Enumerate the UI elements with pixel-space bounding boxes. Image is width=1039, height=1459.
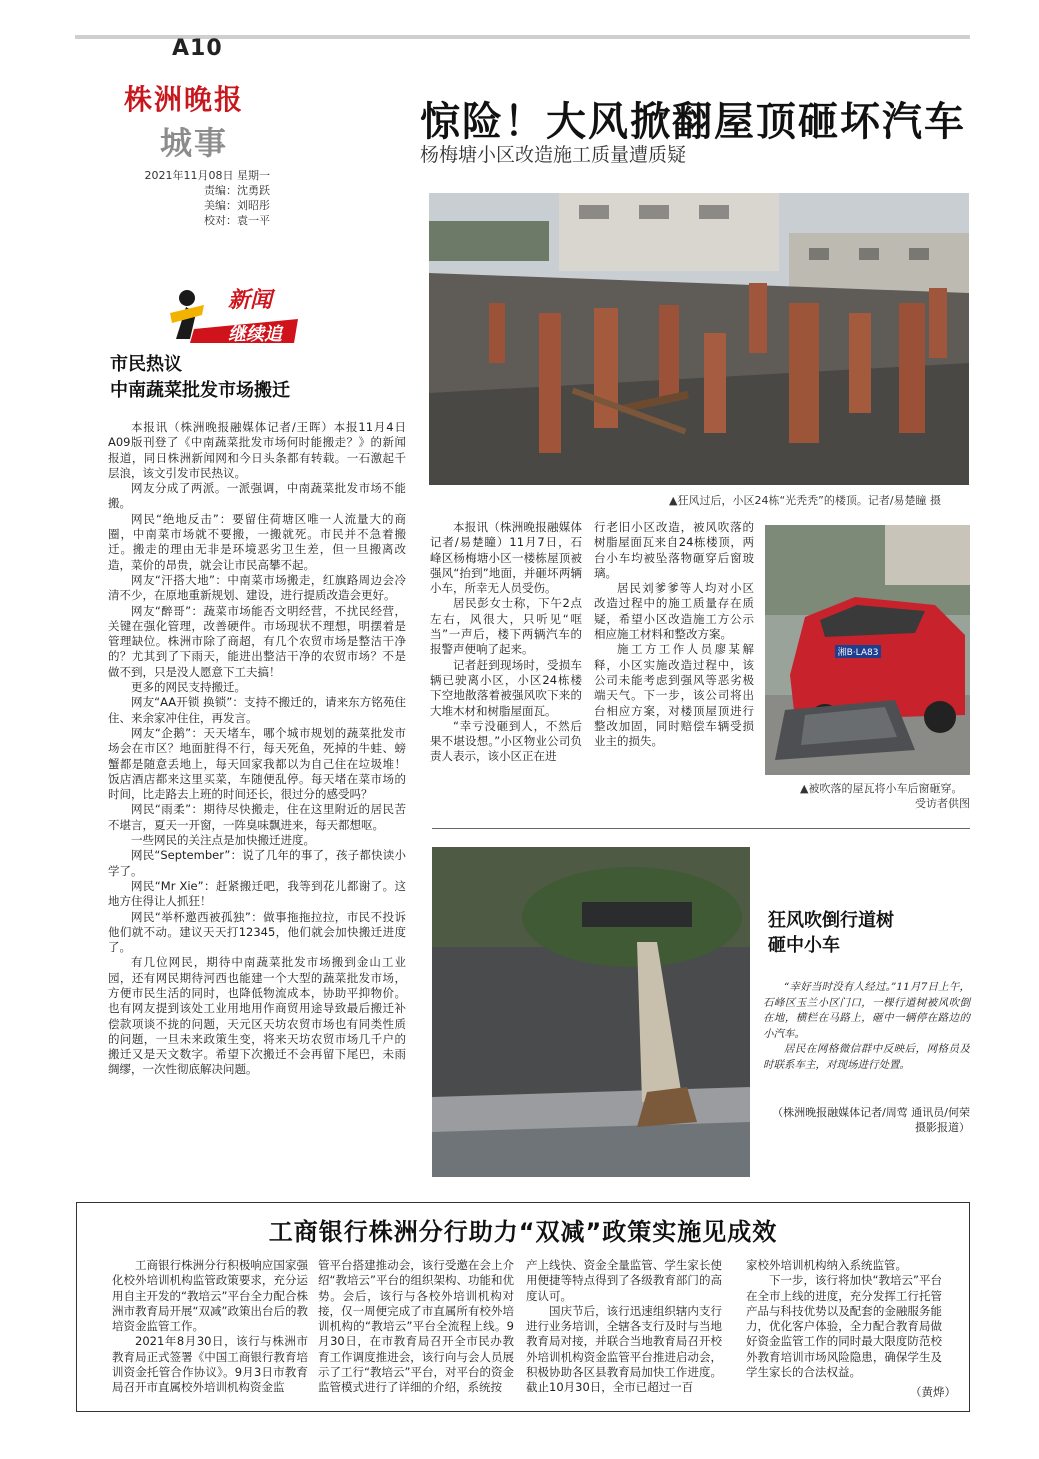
news-follow-badge xyxy=(170,283,300,345)
badge-text-1: 新闻 xyxy=(228,288,273,313)
car-caption: ▲被吹落的屋瓦将小车后窗砸穿。 xyxy=(800,782,963,795)
fallen-tree-photo xyxy=(432,847,750,1177)
market-title-line2: 中南蔬菜批发市场搬迁 xyxy=(110,380,290,401)
market-title xyxy=(110,352,290,404)
bank-column-4 xyxy=(746,1258,942,1383)
bank-column-2 xyxy=(318,1258,514,1406)
tree-story-text xyxy=(763,980,970,1073)
bank-paragraph: 国庆节后，该行迅速组织辖内支行进行业务培训，全辖各支行及时与当地教育局对接，并联合当地教育局召开校外培训机构资金监管平台推进启动会，积极协助各区县教育局加快工作进度。截止10月30日，全市已超过一百 xyxy=(526,1303,722,1395)
market-article xyxy=(108,420,406,1160)
roof-paragraph: 施工方工作人员廖某解释，小区实施改造过程中，该公司未能考虑到强风等恶劣极端天气。下一步，该公司将出台相应方案，对楼顶屋顶进行整改加固，同时赔偿车辆受损业主的损失。 xyxy=(594,642,754,749)
market-paragraph: 网友分成了两派。一派强调，中南蔬菜批发市场不能搬。 xyxy=(108,481,406,511)
car-photo-credit: 受访者供图 xyxy=(915,797,970,810)
masthead-logo: 株洲晚报 xyxy=(124,83,245,116)
market-paragraph: 网民“绝地反击”：要留住荷塘区唯一人流量大的商圈，中南菜市场就不要搬，一搬就死。市民并不急着搬迁。搬走的理由无非是环境恶劣卫生差，但一旦搬离改造，菜价的昂贵，就会让市民高攀不起。 xyxy=(108,511,406,572)
meta-editor: 责编：沈勇跃 xyxy=(204,184,270,197)
badge-text-2: 继续追 xyxy=(228,324,282,345)
section-title: 城事 xyxy=(160,124,229,162)
roof-article-col1 xyxy=(430,520,582,820)
rooftop-photo xyxy=(429,193,969,485)
bank-column-3 xyxy=(526,1258,722,1406)
damaged-car-photo xyxy=(765,525,970,775)
rooftop-caption: ▲狂风过后，小区24栋“光秃秃”的楼顶。记者/易楚瞳 摄 xyxy=(669,494,942,507)
tree-story-title xyxy=(768,908,894,958)
market-paragraph: 本报讯（株洲晚报融媒体记者/王晖）本报11月4日A09版刊登了《中南蔬菜批发市场何时能搬走？》的新闻报道，同日株洲新闻网和今日头条都有转载。一石激起千层浪，该文引发市民热议。 xyxy=(108,420,406,480)
tree-title-line2: 砸中小车 xyxy=(768,935,840,956)
roof-paragraph: 记者赶到现场时，受损车辆已驶离小区，小区24栋楼下空地散落着被强风吹下来的大堆木材和树脂屋面瓦。 xyxy=(430,657,582,718)
bank-paragraph: 产上线快、资金全量监管、学生家长使用便捷等特点得到了各级教育部门的高度认可。 xyxy=(526,1258,722,1303)
bank-paragraph: 2021年8月30日，该行与株洲市教育局正式签署《中国工商银行教育培训资金托管合作协议》。9月3日市教育局召开市直属校外培训机构资金监 xyxy=(112,1334,308,1395)
market-paragraph: 一些网民的关注点是加快搬迁进度。 xyxy=(131,833,315,848)
roof-article-col2 xyxy=(594,520,754,780)
tree-title-line1: 狂风吹倒行道树 xyxy=(768,910,894,931)
tree-story-credit: （株洲晚报融媒体记者/周莺 通讯员/何荣 摄影报道） xyxy=(772,1106,970,1134)
main-headline: 惊险！大风掀翻屋顶砸坏汽车 xyxy=(420,99,966,145)
page-meta xyxy=(120,168,270,228)
meta-proofreader: 校对：袁一平 xyxy=(204,214,270,227)
roof-paragraph: “幸亏没砸到人，不然后果不堪设想。”小区物业公司负责人表示，该小区正在进 xyxy=(430,718,582,764)
bank-paragraph: 工商银行株洲分行积极响应国家强化校外培训机构监管政策要求，充分运用自主开发的“教培云”平台全力配合株洲市教育局开展“双减”政策出台后的教培资金监管工作。 xyxy=(112,1258,308,1334)
market-paragraph: 网友“企鹅”：天天堵车，哪个城市规划的蔬菜批发市场会在市区？地面脏得不行，每天死鱼，死掉的牛蛙、螃蟹都是随意丢地上，每天回家我都以为自己住在垃圾堆！饭店酒店都来这里买菜，车随便乱停。每天堵在菜市场的时间，比走路去上班的时间还长，很过分的感受吗？ xyxy=(108,725,406,802)
market-title-line1: 市民热议 xyxy=(110,354,182,375)
page-number: A10 xyxy=(172,36,223,61)
bank-paragraph: 管平台搭建推动会，该行受邀在会上介绍“教培云”平台的组织架构、功能和优势。会后，该行与各校外培训机构对接，仅一周便完成了市直属所有校外培训机构的“教培云”平台全流程上线。9月30日，在市教育局召开全市民办教育工作调度推进会，该行向与会人员展示了工行“教培云”平台，对平台的资金监管模式进行了详细的介绍，系统按 xyxy=(318,1258,514,1395)
meta-designer: 美编：刘昭彤 xyxy=(204,199,270,212)
roof-paragraph: 居民彭女士称，下午2点左右，风很大，只听见“哐当”一声后，楼下两辆汽车的报警声便响了起来。 xyxy=(430,596,582,657)
main-subheadline: 杨梅塘小区改造施工质量遭质疑 xyxy=(420,144,687,166)
meta-date: 2021年11月08日 星期一 xyxy=(144,169,270,182)
roof-paragraph: 行老旧小区改造，被风吹落的树脂屋面瓦来自24栋楼顶，两台小车均被坠落物砸穿后窗玻璃。 xyxy=(594,520,754,580)
market-paragraph: 网友“醉哥”：蔬菜市场能否文明经营，不扰民经营，关键在强化管理，改善硬件。市场现状不理想，明摆着是管理缺位。株洲市除了商超，有几个农贸市场是整洁干净的？尤其到了下雨天，能进出整洁干净的农贸市场？不是做不到，只是没人愿意下工夫搞！ xyxy=(108,603,406,679)
bank-article-author: （黄烨） xyxy=(910,1385,956,1399)
market-paragraph: 网民“举杯邀西被孤独”：做事拖拖拉拉，市民不投诉他们就不动。建议天天打12345，他们就会加快搬迁进度了。 xyxy=(108,909,406,955)
tree-paragraph: 居民在网格微信群中反映后，网格员及时联系车主，对现场进行处置。 xyxy=(763,1043,970,1071)
bank-paragraph: 下一步，该行将加快“教培云”平台在全市上线的进度，充分发挥工行托管产品与科技优势以及配套的金融服务能力，优化客户体验，全力配合教育局做好资金监管工作的同时最大限度防范校外教育培训市场风险隐患，确保学生及学生家长的合法权益。 xyxy=(746,1273,942,1380)
market-paragraph: 网友“AA开锁 换锁”：支持不搬迁的，请来东方铭苑住住、来余家冲住住，再发言。 xyxy=(108,695,406,725)
damaged-car-photo-art xyxy=(765,525,970,775)
market-paragraph: 网民“September”：说了几年的事了，孩子都快读小学了。 xyxy=(108,848,406,878)
market-paragraph: 网民“Mr Xie”：赶紧搬迁吧，我等到花儿都谢了。这地方住得让人抓狂！ xyxy=(108,878,406,909)
market-paragraph: 网民“雨柔”：期待尽快搬走，住在这里附近的居民苦不堪言，夏天一开窗，一阵臭味飘进来，每天都想呕。 xyxy=(108,802,406,832)
bank-column-1 xyxy=(112,1258,308,1406)
tree-paragraph: “幸好当时没有人经过。”11月7日上午，石峰区玉兰小区门口，一棵行道树被风吹倒在地，横栏在马路上，砸中一辆停在路边的小汽车。 xyxy=(763,981,970,1040)
market-paragraph: 有几位网民，期待中南蔬菜批发市场搬到金山工业园，还有网民期待河西也能建一个大型的蔬菜批发市场，方便市民生活的同时，也降低物流成本，协助平抑物价。也有网友提到该处工业用地用作商贸用途导致最后搬迁补偿款项谈不拢的问题，天元区天坊农贸市场也有同类性质的问题，一旦未来政策生变，将来天坊农贸市场几千户的搬迁又是天文数字。希望下次搬迁不会再留下尾巴，未雨绸缪，一次性彻底解决问题。 xyxy=(108,955,406,1077)
market-paragraph: 网友“汗搭大地”：中南菜市场搬走，红旗路周边会冷清不少，在原地重新规划、建设，进行提质改造会更好。 xyxy=(108,572,406,603)
plate-text: 湘B·LA83 xyxy=(837,648,879,658)
news-follow-badge-art xyxy=(170,283,300,345)
roof-paragraph: 本报讯（株洲晚报融媒体记者/易楚瞳）11月7日，石峰区杨梅塘小区一楼栋屋顶被强风“抬到”地面，并砸坏两辆小车，所幸无人员受伤。 xyxy=(430,520,582,596)
roof-paragraph: 居民刘爹爹等人均对小区改造过程中的施工质量存在质疑，希望小区改造施工方公示相应施工材料和整改方案。 xyxy=(594,581,754,642)
fallen-tree-photo-art xyxy=(432,847,750,1177)
section-divider xyxy=(432,828,970,829)
rooftop-photo-art xyxy=(429,193,969,485)
bank-paragraph: 家校外培训机构纳入系统监管。 xyxy=(746,1258,907,1272)
market-paragraph: 更多的网民支持搬迁。 xyxy=(131,680,246,695)
bank-article-title: 工商银行株洲分行助力“双减”政策实施见成效 xyxy=(268,1218,778,1246)
